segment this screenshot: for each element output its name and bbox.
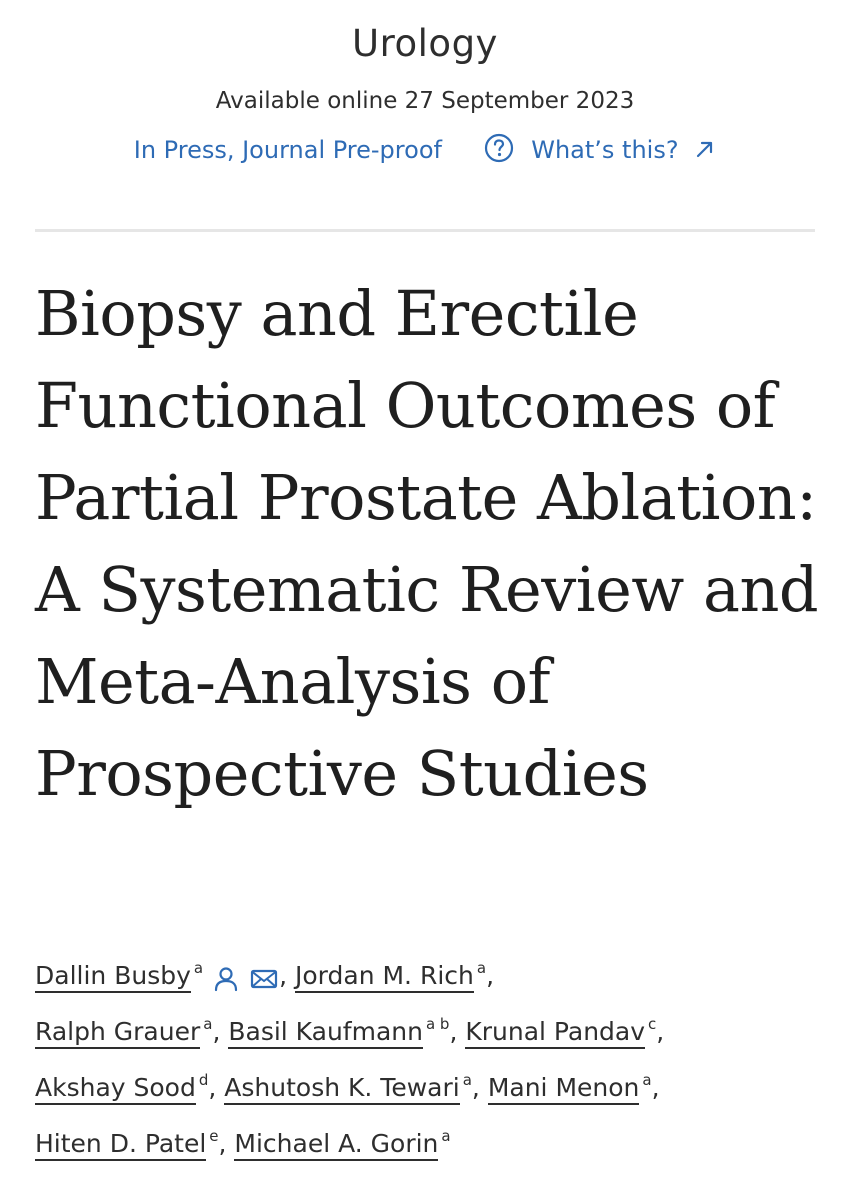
author-entry[interactable] (35, 1073, 208, 1102)
author-entry[interactable] (35, 1129, 219, 1158)
availability-date: Available online 27 September 2023 (215, 88, 635, 114)
author-name[interactable]: Ralph Grauer (35, 1017, 200, 1049)
question-icon[interactable] (484, 133, 514, 163)
author-separator: , (651, 1073, 660, 1102)
author-separator: , (279, 961, 295, 990)
author-entry[interactable] (228, 1017, 449, 1046)
author-name[interactable]: Mani Menon (488, 1073, 640, 1105)
author-name[interactable]: Michael A. Gorin (234, 1129, 438, 1161)
affiliation-marker[interactable]: e (209, 1127, 219, 1145)
status-row (0, 136, 850, 166)
author-separator: , (212, 1017, 229, 1046)
author-separator: , (449, 1017, 466, 1046)
author-separator: , (471, 1073, 488, 1102)
author-name[interactable]: Ashutosh K. Tewari (224, 1073, 459, 1105)
affiliation-marker[interactable]: a (476, 959, 487, 977)
author-name[interactable]: Krunal Pandav (465, 1017, 645, 1049)
author-entry[interactable] (224, 1073, 472, 1102)
author-name[interactable]: Akshay Sood (35, 1073, 196, 1105)
journal-name[interactable]: Urology (352, 22, 498, 65)
author-name[interactable]: Jordan M. Rich (295, 961, 474, 993)
author-separator: , (486, 961, 495, 990)
author-separator: , (218, 1129, 235, 1158)
envelope-icon[interactable] (249, 958, 279, 988)
affiliation-marker[interactable]: a (462, 1071, 472, 1089)
author-entry[interactable] (465, 1017, 656, 1046)
author-separator: , (656, 1017, 665, 1046)
author-separator: , (208, 1073, 225, 1102)
status-link[interactable]: In Press, Journal Pre-proof (133, 136, 442, 164)
affiliation-marker[interactable]: a b (425, 1015, 450, 1033)
author-name[interactable]: Hiten D. Patel (35, 1129, 206, 1161)
author-entry[interactable] (295, 961, 486, 990)
person-icon[interactable] (211, 958, 241, 988)
author-entry[interactable] (234, 1129, 450, 1158)
divider (35, 229, 815, 232)
affiliation-marker[interactable]: a (441, 1127, 451, 1145)
article-title: Biopsy and Erectile Functional Outcomes of Partial Prostate Ablation: A Systematic Review and Meta-Analysis of Prospective Studies (35, 277, 819, 810)
whats-this-link[interactable]: What’s this? (531, 136, 679, 164)
affiliation-marker[interactable]: d (198, 1071, 209, 1089)
author-entry[interactable] (35, 1017, 212, 1046)
affiliation-marker[interactable]: a (642, 1071, 652, 1089)
affiliation-marker[interactable]: a (193, 959, 204, 977)
author-list (35, 948, 825, 1172)
author-entry[interactable] (488, 1073, 652, 1102)
author-entry[interactable] (35, 961, 279, 990)
author-name[interactable]: Dallin Busby (35, 961, 191, 993)
affiliation-marker[interactable]: c (648, 1015, 657, 1033)
author-name[interactable]: Basil Kaufmann (228, 1017, 423, 1049)
affiliation-marker[interactable]: a (203, 1015, 213, 1033)
external-link-icon[interactable] (694, 138, 716, 160)
